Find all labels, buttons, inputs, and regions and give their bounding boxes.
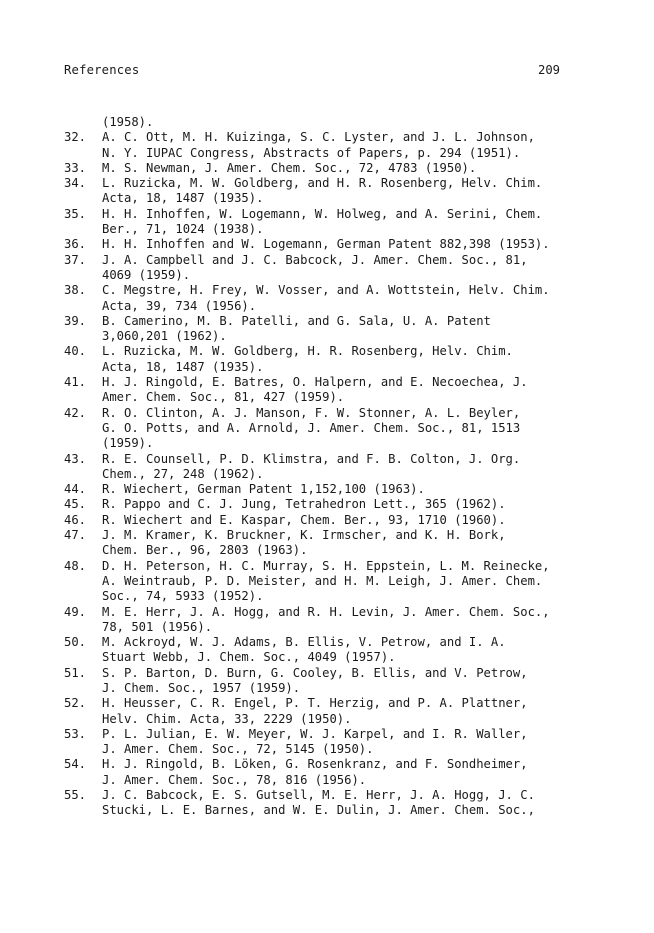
reference-line: J. C. Babcock, E. S. Gutsell, M. E. Herr, J. A. Hogg, J. C. bbox=[102, 788, 535, 803]
reference-number: 43. bbox=[64, 451, 87, 466]
reference-text bbox=[102, 788, 604, 819]
reference-number: 36. bbox=[64, 237, 87, 252]
reference-line: 78, 501 (1956). bbox=[102, 619, 213, 634]
reference-number: 48. bbox=[64, 558, 87, 573]
reference-number: 45. bbox=[64, 497, 87, 512]
reference-line: 4069 (1959). bbox=[102, 267, 191, 282]
reference-entry bbox=[64, 666, 604, 697]
reference-line: Soc., 74, 5933 (1952). bbox=[102, 589, 264, 604]
reference-text bbox=[102, 130, 604, 161]
reference-entry bbox=[64, 314, 604, 345]
reference-entry bbox=[64, 283, 604, 314]
reference-entry bbox=[64, 528, 604, 559]
reference-text bbox=[102, 605, 604, 636]
reference-line: H. H. Inhoffen and W. Logemann, German Patent 882,398 (1953). bbox=[102, 237, 550, 252]
reference-entry bbox=[64, 559, 604, 605]
reference-text bbox=[102, 757, 604, 788]
reference-text bbox=[102, 375, 604, 406]
reference-line: 3,060,201 (1962). bbox=[102, 329, 227, 344]
reference-line: D. H. Peterson, H. C. Murray, S. H. Eppstein, L. M. Reinecke, bbox=[102, 558, 550, 573]
reference-number: 50. bbox=[64, 635, 87, 650]
reference-number: 41. bbox=[64, 375, 87, 390]
reference-text bbox=[102, 176, 604, 207]
reference-text bbox=[102, 314, 604, 345]
reference-number: 49. bbox=[64, 604, 87, 619]
reference-text bbox=[102, 283, 604, 314]
reference-line: A. Weintraub, P. D. Meister, and H. M. Leigh, J. Amer. Chem. bbox=[102, 573, 543, 588]
reference-number: 42. bbox=[64, 405, 87, 420]
reference-line: P. L. Julian, E. W. Meyer, W. J. Karpel, and I. R. Waller, bbox=[102, 726, 528, 741]
reference-line: M. Ackroyd, W. J. Adams, B. Ellis, V. Petrow, and I. A. bbox=[102, 635, 506, 650]
reference-line: R. E. Counsell, P. D. Klimstra, and F. B. Colton, J. Org. bbox=[102, 451, 521, 466]
reference-text bbox=[102, 528, 604, 559]
reference-number: 55. bbox=[64, 788, 87, 803]
reference-line: H. H. Inhoffen, W. Logemann, W. Holweg, and A. Serini, Chem. bbox=[102, 206, 543, 221]
reference-line: J. Amer. Chem. Soc., 78, 816 (1956). bbox=[102, 772, 367, 787]
reference-line: R. Pappo and C. J. Jung, Tetrahedron Lett., 365 (1962). bbox=[102, 497, 506, 512]
reference-line: Ber., 71, 1024 (1938). bbox=[102, 222, 264, 237]
reference-entry bbox=[64, 727, 604, 758]
references-container bbox=[64, 130, 604, 818]
reference-entry bbox=[64, 452, 604, 483]
reference-text bbox=[102, 161, 604, 176]
reference-entry bbox=[64, 375, 604, 406]
running-head: References bbox=[64, 63, 140, 77]
reference-entry bbox=[64, 696, 604, 727]
reference-continuation: (1958). bbox=[102, 115, 154, 129]
reference-number: 35. bbox=[64, 206, 87, 221]
reference-line: L. Ruzicka, M. W. Goldberg, and H. R. Rosenberg, Helv. Chim. bbox=[102, 176, 543, 191]
reference-line: L. Ruzicka, M. W. Goldberg, H. R. Rosenberg, Helv. Chim. bbox=[102, 344, 513, 359]
reference-number: 40. bbox=[64, 344, 87, 359]
reference-line: B. Camerino, M. B. Patelli, and G. Sala, U. A. Patent bbox=[102, 313, 491, 328]
reference-number: 34. bbox=[64, 176, 87, 191]
reference-entry bbox=[64, 161, 604, 176]
reference-entry bbox=[64, 176, 604, 207]
reference-line: R. Wiechert and E. Kaspar, Chem. Ber., 93, 1710 (1960). bbox=[102, 512, 506, 527]
reference-entry bbox=[64, 344, 604, 375]
reference-line: Amer. Chem. Soc., 81, 427 (1959). bbox=[102, 390, 345, 405]
reference-line: J. Amer. Chem. Soc., 72, 5145 (1950). bbox=[102, 742, 374, 757]
reference-text bbox=[102, 666, 604, 697]
reference-line: H. J. Ringold, B. Löken, G. Rosenkranz, and F. Sondheimer, bbox=[102, 757, 528, 772]
reference-number: 47. bbox=[64, 528, 87, 543]
reference-line: H. J. Ringold, E. Batres, O. Halpern, and E. Necoechea, J. bbox=[102, 375, 528, 390]
reference-number: 51. bbox=[64, 665, 87, 680]
reference-text bbox=[102, 344, 604, 375]
reference-line: (1959). bbox=[102, 436, 154, 451]
reference-number: 38. bbox=[64, 283, 87, 298]
reference-entry bbox=[64, 130, 604, 161]
reference-line: Acta, 18, 1487 (1935). bbox=[102, 359, 264, 374]
reference-line: R. O. Clinton, A. J. Manson, F. W. Stonner, A. L. Beyler, bbox=[102, 405, 521, 420]
reference-text bbox=[102, 497, 604, 512]
reference-line: J. M. Kramer, K. Bruckner, K. Irmscher, and K. H. Bork, bbox=[102, 528, 506, 543]
page-header bbox=[64, 63, 560, 83]
reference-number: 53. bbox=[64, 726, 87, 741]
reference-line: Chem., 27, 248 (1962). bbox=[102, 466, 264, 481]
reference-number: 52. bbox=[64, 696, 87, 711]
reference-line: Acta, 18, 1487 (1935). bbox=[102, 191, 264, 206]
reference-text bbox=[102, 513, 604, 528]
reference-text bbox=[102, 237, 604, 252]
reference-text bbox=[102, 635, 604, 666]
reference-line: N. Y. IUPAC Congress, Abstracts of Papers, p. 294 (1951). bbox=[102, 145, 521, 160]
reference-line: Acta, 39, 734 (1956). bbox=[102, 298, 257, 313]
reference-text bbox=[102, 207, 604, 238]
reference-entry bbox=[64, 482, 604, 497]
reference-number: 44. bbox=[64, 482, 87, 497]
reference-entry bbox=[64, 497, 604, 512]
reference-entry bbox=[64, 757, 604, 788]
reference-line: Chem. Ber., 96, 2803 (1963). bbox=[102, 543, 308, 558]
reference-line: M. E. Herr, J. A. Hogg, and R. H. Levin, J. Amer. Chem. Soc., bbox=[102, 604, 550, 619]
reference-entry bbox=[64, 635, 604, 666]
page-number: 209 bbox=[537, 63, 560, 77]
reference-text bbox=[102, 452, 604, 483]
reference-number: 54. bbox=[64, 757, 87, 772]
reference-text bbox=[102, 559, 604, 605]
reference-entry bbox=[64, 253, 604, 284]
reference-line: H. Heusser, C. R. Engel, P. T. Herzig, and P. A. Plattner, bbox=[102, 696, 528, 711]
reference-line: S. P. Barton, D. Burn, G. Cooley, B. Ellis, and V. Petrow, bbox=[102, 665, 528, 680]
reference-line: G. O. Potts, and A. Arnold, J. Amer. Chem. Soc., 81, 1513 bbox=[102, 420, 521, 435]
reference-line: C. Megstre, H. Frey, W. Vosser, and A. Wottstein, Helv. Chim. bbox=[102, 283, 550, 298]
reference-number: 37. bbox=[64, 252, 87, 267]
reference-line: Helv. Chim. Acta, 33, 2229 (1950). bbox=[102, 711, 352, 726]
reference-line: R. Wiechert, German Patent 1,152,100 (1963). bbox=[102, 482, 425, 497]
reference-entry bbox=[64, 237, 604, 252]
reference-number: 39. bbox=[64, 313, 87, 328]
reference-entry bbox=[64, 406, 604, 452]
reference-list bbox=[64, 115, 604, 819]
reference-text bbox=[102, 253, 604, 284]
reference-text bbox=[102, 727, 604, 758]
reference-number: 46. bbox=[64, 512, 87, 527]
reference-line: Stuart Webb, J. Chem. Soc., 4049 (1957). bbox=[102, 650, 396, 665]
reference-number: 33. bbox=[64, 160, 87, 175]
reference-entry bbox=[64, 207, 604, 238]
reference-line: J. A. Campbell and J. C. Babcock, J. Amer. Chem. Soc., 81, bbox=[102, 252, 528, 267]
reference-text bbox=[102, 482, 604, 497]
reference-line: A. C. Ott, M. H. Kuizinga, S. C. Lyster, and J. L. Johnson, bbox=[102, 130, 535, 145]
reference-line: M. S. Newman, J. Amer. Chem. Soc., 72, 4783 (1950). bbox=[102, 160, 477, 175]
reference-line: Stucki, L. E. Barnes, and W. E. Dulin, J. Amer. Chem. Soc., bbox=[102, 803, 535, 818]
reference-number: 32. bbox=[64, 130, 87, 145]
reference-entry bbox=[64, 513, 604, 528]
reference-entry bbox=[64, 788, 604, 819]
reference-entry bbox=[64, 605, 604, 636]
reference-line: J. Chem. Soc., 1957 (1959). bbox=[102, 680, 301, 695]
reference-text bbox=[102, 406, 604, 452]
reference-text bbox=[102, 696, 604, 727]
